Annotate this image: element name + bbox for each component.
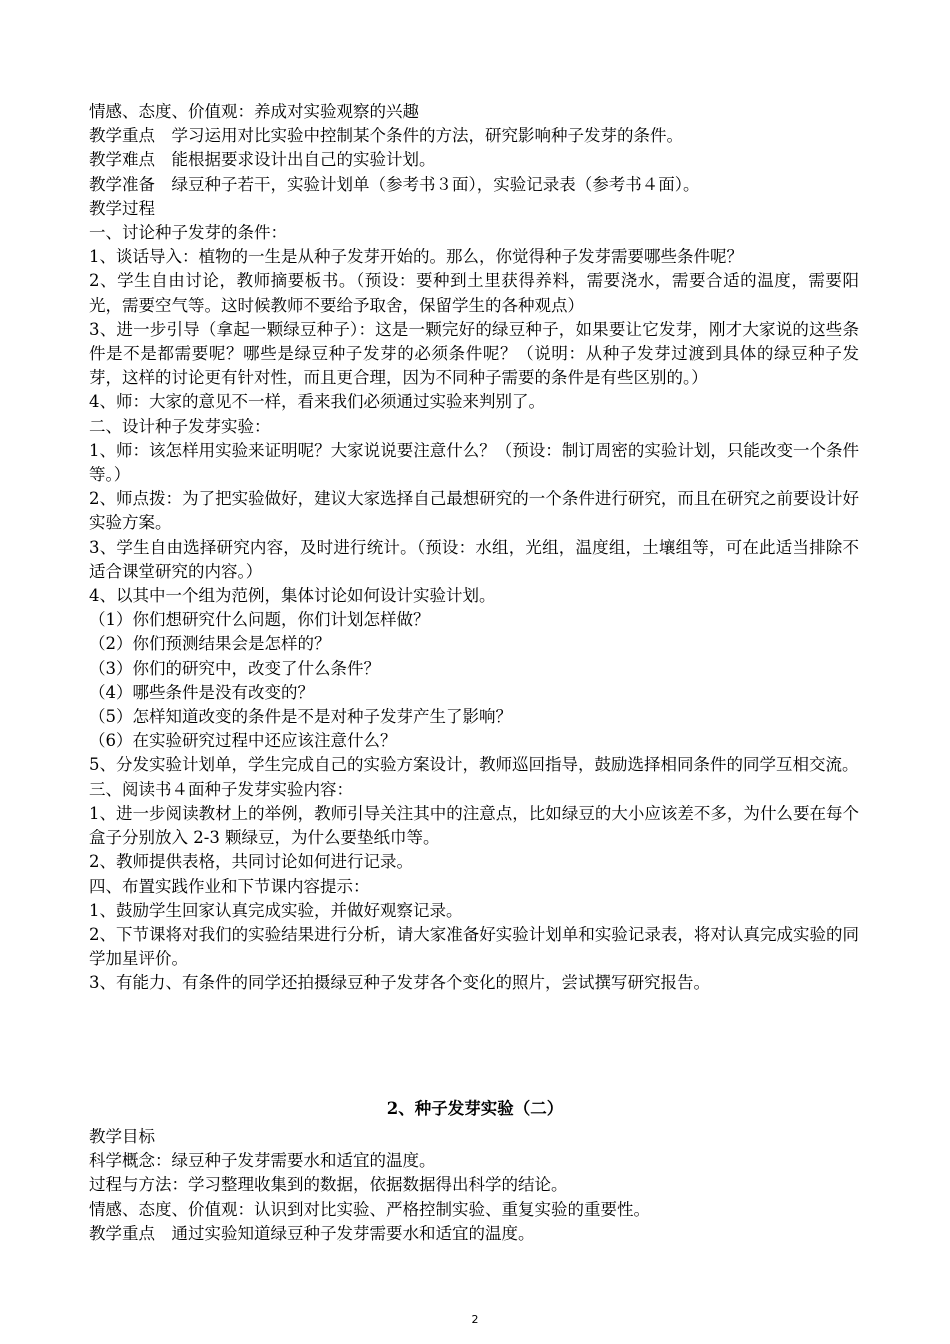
- page-number: 2: [471, 1313, 479, 1326]
- question-4: （4）哪些条件是没有改变的？: [89, 682, 314, 702]
- question-2: （2）你们预测结果会是怎样的？: [89, 634, 331, 654]
- part3-item-2: 2、教师提供表格，共同讨论如何进行记录。: [89, 852, 413, 872]
- part1-item-2: 2、学生自由讨论，教师摘要板书。（预设：要种到土里获得养料，需要浇水，需要合适的温度，需要阳光，需要空气等。这时候教师不要给予取舍，保留学生的各种观点）: [89, 271, 859, 315]
- method-objective: 过程与方法：学习整理收集到的数据，依据数据得出科学的结论。: [89, 1175, 568, 1195]
- part1-item-4: 4、师：大家的意见不一样，看来我们必须通过实验来判别了。: [89, 392, 545, 412]
- part4-item-2: 2、下节课将对我们的实验结果进行分析，请大家准备好实验计划单和实验记录表，将对认真完成实验的同学加星评价。: [89, 924, 859, 969]
- key-point: 教学重点 学习运用对比实验中控制某个条件的方法，研究影响种子发芽的条件。: [89, 126, 683, 146]
- question-5: （5）怎样知道改变的条件是不是对种子发芽产生了影响？: [89, 707, 512, 727]
- part1-item-3: 3、进一步引导（拿起一颗绿豆种子）：这是一颗完好的绿豆种子，如果要让它发芽，刚才大家说的这些条件是不是都需要呢？哪些是绿豆种子发芽的必须条件呢？（说明：从种子发芽过渡到具体的绿豆种子发芽，这样的讨论更有针对性，而且更合理，因为不同种子需要的条件是有些区别的。）: [89, 319, 859, 388]
- part3-item-1: 1、进一步阅读教材上的举例，教师引导关注其中的注意点，比如绿豆的大小应该差不多，为什么要在每个盒子分别放入 2-3 颗绿豆，为什么要垫纸巾等。: [89, 803, 859, 848]
- part2-item-1: 1、师：该怎样用实验来证明呢？大家说说要注意什么？（预设：制订周密的实验计划，只能改变一个条件等。）: [89, 440, 859, 485]
- part1-item-1: 1、谈话导入：植物的一生是从种子发芽开始的。那么，你觉得种子发芽需要哪些条件呢？: [89, 247, 743, 267]
- part4-item-3: 3、有能力、有条件的同学还拍摄绿豆种子发芽各个变化的照片，尝试撰写研究报告。: [89, 973, 710, 993]
- part2-item-2: 2、师点拨：为了把实验做好，建议大家选择自己最想研究的一个条件进行研究，而且在研究之前要设计好实验方案。: [89, 489, 859, 533]
- lesson-body: [89, 100, 859, 996]
- question-1: （1）你们想研究什么问题，你们计划怎样做？: [89, 610, 430, 630]
- part2-title: 二、设计种子发芽实验：: [89, 416, 271, 436]
- concept-objective: 科学概念：绿豆种子发芽需要水和适宜的温度。: [89, 1151, 436, 1171]
- section2-body: [89, 1125, 859, 1246]
- objectives-title: 教学目标: [89, 1127, 155, 1146]
- part3-title: 三、阅读书４面种子发芽实验内容：: [89, 779, 353, 799]
- part4-item-1: 1、鼓励学生回家认真完成实验，并做好观察记录。: [89, 900, 463, 920]
- question-3: （3）你们的研究中，改变了什么条件？: [89, 658, 380, 678]
- preparation: 教学准备 绿豆种子若干，实验计划单（参考书３面），实验记录表（参考书４面）。: [89, 174, 700, 194]
- attitude-objective: 情感、态度、价值观：养成对实验观察的兴趣: [89, 102, 419, 121]
- process-title: 教学过程: [89, 198, 155, 218]
- part2-item-3: 3、学生自由选择研究内容，及时进行统计。（预设：水组，光组，温度组，土壤组等，可在此适当排除不适合课堂研究的内容。）: [89, 537, 859, 581]
- part4-title: 四、布置实践作业和下节课内容提示：: [89, 876, 370, 896]
- question-6: （6）在实验研究过程中还应该注意什么？: [89, 731, 397, 751]
- section-heading: 2、种子发芽实验（二）: [386, 1099, 564, 1118]
- key-point-2: 教学重点 通过实验知道绿豆种子发芽需要水和适宜的温度。: [89, 1223, 535, 1243]
- attitude-objective-2: 情感、态度、价值观：认识到对比实验、严格控制实验、重复实验的重要性。: [89, 1199, 650, 1219]
- part2-item-4: 4、以其中一个组为范例，集体讨论如何设计实验计划。: [89, 586, 496, 606]
- part1-title: 一、讨论种子发芽的条件：: [89, 223, 287, 243]
- difficulty: 教学难点 能根据要求设计出自己的实验计划。: [89, 150, 436, 170]
- part2-item-5: 5、分发实验计划单，学生完成自己的实验方案设计，教师巡回指导，鼓励选择相同条件的同学互相交流。: [89, 755, 859, 775]
